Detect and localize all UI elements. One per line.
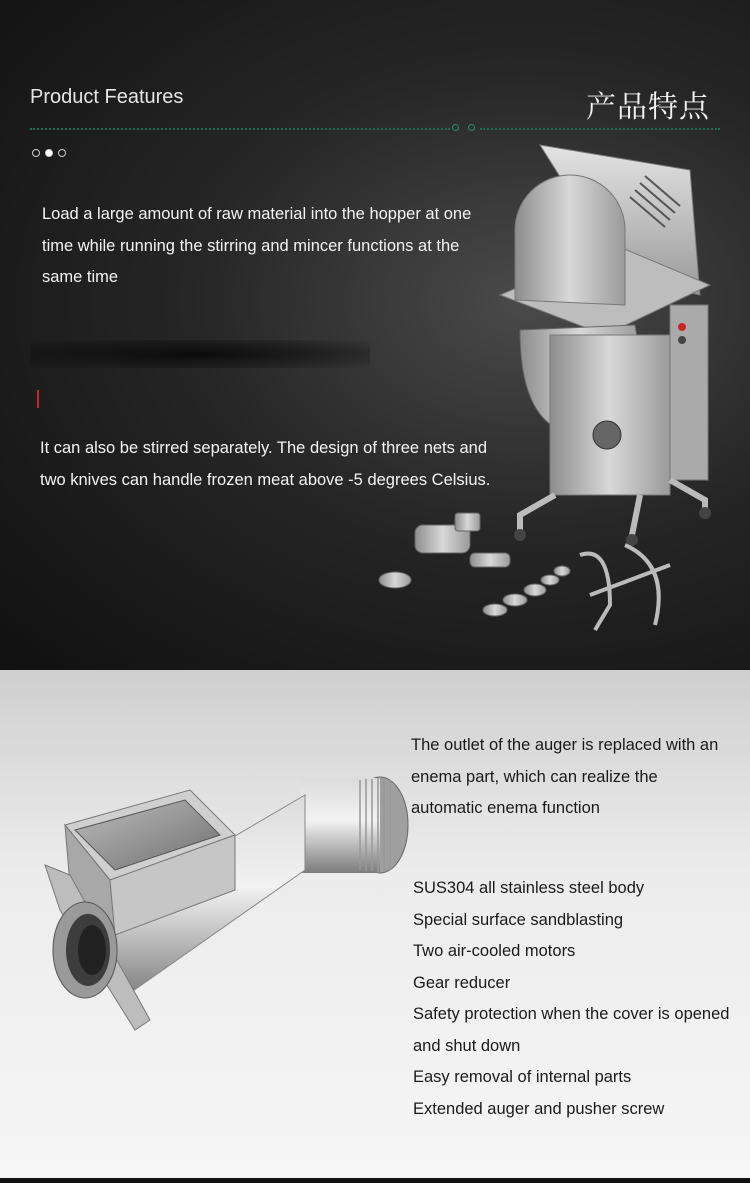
divider-dot (452, 124, 459, 131)
carousel-indicator[interactable] (32, 149, 66, 157)
decorative-shadow (30, 340, 370, 368)
footer-bar (0, 1178, 750, 1183)
list-item: Easy removal of internal parts (413, 1068, 632, 1086)
feature-paragraph-stirring: It can also be stirred separately. The design of three nets and two knives can handle frozen meat above -5 degrees Celsius. (40, 439, 491, 489)
section-title-chinese: 产品特点 (586, 91, 710, 124)
section-title: Product Features (30, 86, 184, 108)
list-item: Gear reducer (413, 973, 511, 992)
enema-function-paragraph: The outlet of the auger is replaced with an enema part, which can realize the automatic enema function (411, 736, 719, 817)
list-item: SUS304 all stainless steel body (413, 879, 645, 897)
carousel-dot[interactable] (58, 149, 66, 157)
accent-bar (37, 390, 39, 408)
list-item: Extended auger and pusher screw (413, 1099, 665, 1118)
feature-paragraph-hopper: Load a large amount of raw material into the hopper at one time while running the stirring and mincer functions at the same time (42, 205, 472, 286)
auger-housing-image (40, 770, 420, 1040)
list-item: Safety protection when the cover is opened and shut down (413, 1005, 730, 1055)
list-item: Two air-cooled motors (413, 942, 576, 960)
divider-line (30, 128, 450, 130)
divider-dot (468, 124, 475, 131)
feature-list (413, 873, 733, 1125)
list-item: Special surface sandblasting (413, 910, 624, 929)
carousel-dot-active[interactable] (45, 149, 53, 157)
divider-line (480, 128, 720, 130)
mixer-grinder-machine-image (370, 135, 745, 645)
carousel-dot[interactable] (32, 149, 40, 157)
